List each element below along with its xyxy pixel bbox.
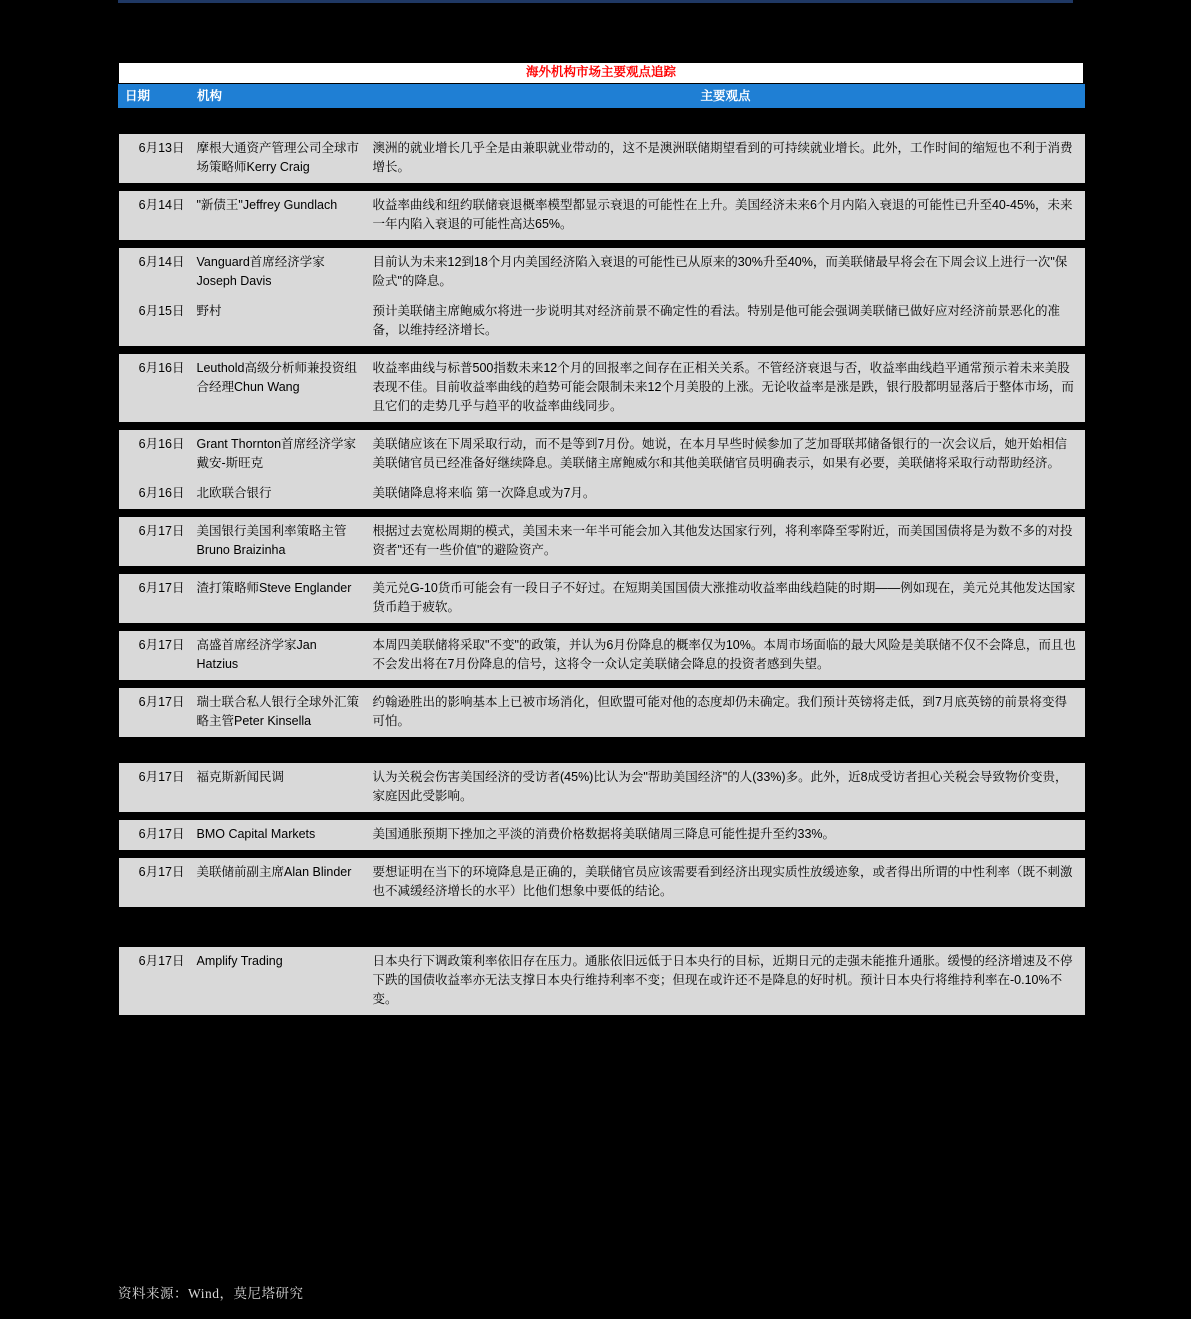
row-gap-cell xyxy=(119,509,1085,517)
cell-view: 目前认为未来12到18个月内美国经济陷入衰退的可能性已从原来的30%升至40%，而美联储最早将会在下周会议上进行一次"保险式"的降息。 xyxy=(367,248,1085,297)
cell-date: 6月17日 xyxy=(119,574,191,623)
row-gap xyxy=(119,509,1085,517)
views-table xyxy=(118,84,1085,1015)
cell-view: 预计美联储主席鲍威尔将进一步说明其对经济前景不确定性的看法。特别是他可能会强调美联储已做好应对经济前景恶化的准备，以维持经济增长。 xyxy=(367,297,1085,346)
cell-date: 6月13日 xyxy=(119,134,191,183)
row-gap-cell xyxy=(119,907,1085,947)
cell-view: 根据过去宽松周期的模式，美国未来一年半可能会加入其他发达国家行列，将利率降至零附近，而美国国债将是为数不多的对投资者"还有一些价值"的避险资产。 xyxy=(367,517,1085,566)
row-gap-cell xyxy=(119,240,1085,248)
table-row xyxy=(119,517,1085,566)
source-note: 资料来源：Wind，莫尼塔研究 xyxy=(118,1286,304,1301)
table-row xyxy=(119,763,1085,812)
row-gap xyxy=(119,422,1085,430)
row-gap-cell xyxy=(119,680,1085,688)
cell-organization: Amplify Trading xyxy=(191,947,367,1015)
row-gap-cell xyxy=(119,422,1085,430)
row-gap xyxy=(119,680,1085,688)
table-row xyxy=(119,479,1085,509)
row-gap xyxy=(119,850,1085,858)
row-gap xyxy=(119,737,1085,763)
cell-view: 约翰逊胜出的影响基本上已被市场消化，但欧盟可能对他的态度却仍未确定。我们预计英镑将走低，到7月底英镑的前景将变得可怕。 xyxy=(367,688,1085,737)
cell-date: 6月16日 xyxy=(119,479,191,509)
row-gap-cell xyxy=(119,737,1085,763)
cell-organization: Vanguard首席经济学家Joseph Davis xyxy=(191,248,367,297)
cell-date: 6月15日 xyxy=(119,297,191,346)
cell-organization: 北欧联合银行 xyxy=(191,479,367,509)
cell-date: 6月17日 xyxy=(119,858,191,907)
table-row xyxy=(119,430,1085,479)
top-divider xyxy=(118,0,1073,3)
cell-organization: "新债王"Jeffrey Gundlach xyxy=(191,191,367,240)
cell-view: 美元兑G-10货币可能会有一段日子不好过。在短期美国国债大涨推动收益率曲线趋陡的时期——例如现在，美元兑其他发达国家货币趋于疲软。 xyxy=(367,574,1085,623)
row-gap xyxy=(119,346,1085,354)
cell-view: 收益率曲线与标普500指数未来12个月的回报率之间存在正相关关系。不管经济衰退与否，收益率曲线趋平通常预示着未来美股表现不佳。目前收益率曲线的趋势可能会限制未来12个月美股的上涨。无论收益率是涨是跌，银行股都明显落后于整体市场，而且它们的走势几乎与趋平的收益率曲线同步。 xyxy=(367,354,1085,422)
row-gap-cell xyxy=(119,183,1085,191)
cell-organization: 福克斯新闻民调 xyxy=(191,763,367,812)
row-gap xyxy=(119,907,1085,947)
cell-date: 6月14日 xyxy=(119,191,191,240)
row-gap xyxy=(119,108,1085,135)
row-gap-cell xyxy=(119,812,1085,820)
column-header-date: 日期 xyxy=(119,85,191,108)
cell-organization: 野村 xyxy=(191,297,367,346)
cell-organization: BMO Capital Markets xyxy=(191,820,367,850)
table-row xyxy=(119,820,1085,850)
document-body xyxy=(118,62,1084,1015)
cell-date: 6月17日 xyxy=(119,820,191,850)
table-row xyxy=(119,297,1085,346)
row-gap-cell xyxy=(119,623,1085,631)
cell-view: 美国通胀预期下挫加之平淡的消费价格数据将美联储周三降息可能性提升至约33%。 xyxy=(367,820,1085,850)
cell-date: 6月16日 xyxy=(119,430,191,479)
table-row xyxy=(119,574,1085,623)
table-row xyxy=(119,191,1085,240)
cell-organization: 美国银行美国利率策略主管Bruno Braizinha xyxy=(191,517,367,566)
row-gap xyxy=(119,183,1085,191)
cell-organization: 高盛首席经济学家Jan Hatzius xyxy=(191,631,367,680)
row-gap-cell xyxy=(119,108,1085,135)
row-gap xyxy=(119,812,1085,820)
cell-organization: 美联储前副主席Alan Blinder xyxy=(191,858,367,907)
cell-view: 美联储应该在下周采取行动，而不是等到7月份。她说，在本月早些时候参加了芝加哥联邦储备银行的一次会议后，她开始相信美联储官员已经准备好继续降息。美联储主席鲍威尔和其他美联储官员明确表示，如果有必要，美联储将采取行动帮助经济。 xyxy=(367,430,1085,479)
table-row xyxy=(119,248,1085,297)
cell-date: 6月17日 xyxy=(119,947,191,1015)
table-row xyxy=(119,947,1085,1015)
cell-organization: 摩根大通资产管理公司全球市场策略师Kerry Craig xyxy=(191,134,367,183)
row-gap-cell xyxy=(119,566,1085,574)
cell-date: 6月17日 xyxy=(119,517,191,566)
table-row xyxy=(119,631,1085,680)
cell-view: 收益率曲线和纽约联储衰退概率模型都显示衰退的可能性在上升。美国经济未来6个月内陷入衰退的可能性已升至40-45%，未来一年内陷入衰退的可能性高达65%。 xyxy=(367,191,1085,240)
row-gap xyxy=(119,240,1085,248)
cell-view: 澳洲的就业增长几乎全是由兼职就业带动的，这不是澳洲联储期望看到的可持续就业增长。此外，工作时间的缩短也不利于消费增长。 xyxy=(367,134,1085,183)
cell-organization: 瑞士联合私人银行全球外汇策略主管Peter Kinsella xyxy=(191,688,367,737)
cell-date: 6月14日 xyxy=(119,248,191,297)
table-row xyxy=(119,134,1085,183)
cell-view: 本周四美联储将采取"不变"的政策，并认为6月份降息的概率仅为10%。本周市场面临的最大风险是美联储不仅不会降息，而且也不会发出将在7月份降息的信号，这将令一众认定美联储会降息的投资者感到失望。 xyxy=(367,631,1085,680)
cell-date: 6月17日 xyxy=(119,688,191,737)
cell-date: 6月17日 xyxy=(119,763,191,812)
cell-view: 美联储降息将来临 第一次降息或为7月。 xyxy=(367,479,1085,509)
table-row xyxy=(119,354,1085,422)
cell-date: 6月16日 xyxy=(119,354,191,422)
row-gap xyxy=(119,566,1085,574)
page-title: 海外机构市场主要观点追踪 xyxy=(118,62,1084,84)
cell-organization: Leuthold高级分析师兼投资组合经理Chun Wang xyxy=(191,354,367,422)
row-gap xyxy=(119,623,1085,631)
table-body xyxy=(119,108,1085,1016)
column-header-view: 主要观点 xyxy=(367,85,1085,108)
cell-view: 认为关税会伤害美国经济的受访者(45%)比认为会"帮助美国经济"的人(33%)多。此外，近8成受访者担心关税会导致物价变贵，家庭因此受影响。 xyxy=(367,763,1085,812)
cell-view: 日本央行下调政策利率依旧存在压力。通胀依旧远低于日本央行的目标，近期日元的走强未能推升通胀。缓慢的经济增速及不停下跌的国债收益率亦无法支撑日本央行维持利率不变；但现在或许还不是降息的好时机。预计日本央行将维持利率在-0.10%不变。 xyxy=(367,947,1085,1015)
row-gap-cell xyxy=(119,346,1085,354)
column-header-org: 机构 xyxy=(191,85,367,108)
cell-view: 要想证明在当下的环境降息是正确的，美联储官员应该需要看到经济出现实质性放缓迹象，或者得出所谓的中性利率（既不刺激也不减缓经济增长的水平）比他们想象中要低的结论。 xyxy=(367,858,1085,907)
cell-organization: 渣打策略师Steve Englander xyxy=(191,574,367,623)
cell-date: 6月17日 xyxy=(119,631,191,680)
table-row xyxy=(119,858,1085,907)
table-row xyxy=(119,688,1085,737)
row-gap-cell xyxy=(119,850,1085,858)
cell-organization: Grant Thornton首席经济学家戴安-斯旺克 xyxy=(191,430,367,479)
table-header-row xyxy=(119,85,1085,108)
